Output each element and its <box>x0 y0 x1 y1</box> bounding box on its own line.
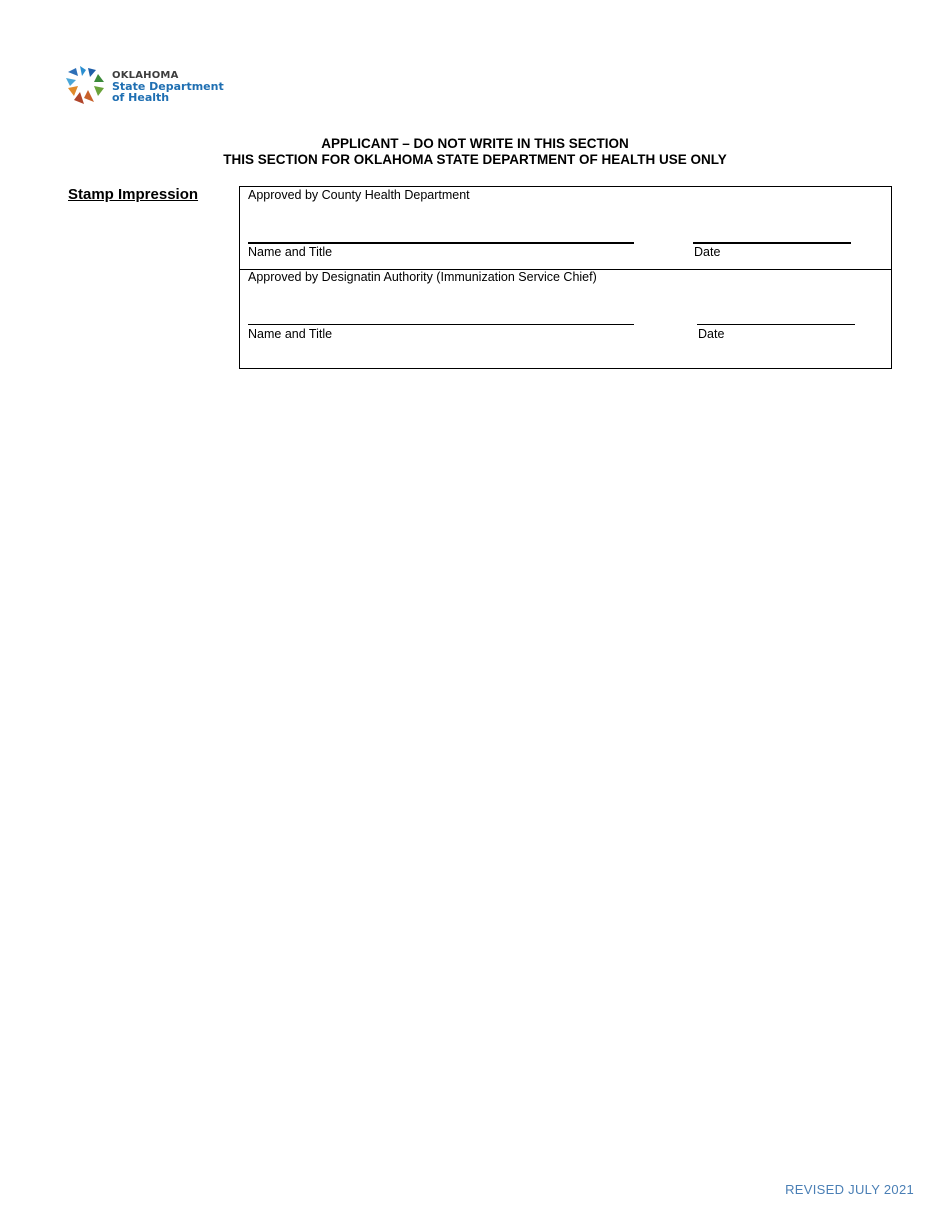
county-name-signature-line[interactable] <box>248 242 634 244</box>
authority-name-title-label: Name and Title <box>248 327 333 341</box>
stamp-impression-label: Stamp Impression <box>68 186 199 203</box>
county-date-signature-line[interactable] <box>693 242 851 244</box>
authority-date-signature-line[interactable] <box>697 324 855 325</box>
logo-line-of-health: of Health <box>112 91 170 104</box>
authority-date-label: Date <box>698 327 725 341</box>
logo-line-oklahoma: OKLAHOMA <box>112 70 179 81</box>
logo-line-state-department: State Department <box>112 80 224 93</box>
section-heading-line2: THIS SECTION FOR OKLAHOMA STATE DEPARTMENT OF HEALTH USE ONLY <box>223 152 727 167</box>
county-approval-title: Approved by County Health Department <box>248 188 470 202</box>
authority-name-signature-line[interactable] <box>248 324 634 325</box>
osdh-logo <box>64 64 224 108</box>
county-date-label: Date <box>694 245 721 259</box>
section-heading-line1: APPLICANT – DO NOT WRITE IN THIS SECTION <box>321 136 629 151</box>
authority-approval-title: Approved by Designatin Authority (Immunization Service Chief) <box>248 270 597 284</box>
county-name-title-label: Name and Title <box>248 245 333 259</box>
logo-text <box>112 70 224 103</box>
star-logo-icon <box>64 64 108 108</box>
approval-box <box>239 186 892 369</box>
revision-date: REVISED JULY 2021 <box>785 1182 914 1197</box>
